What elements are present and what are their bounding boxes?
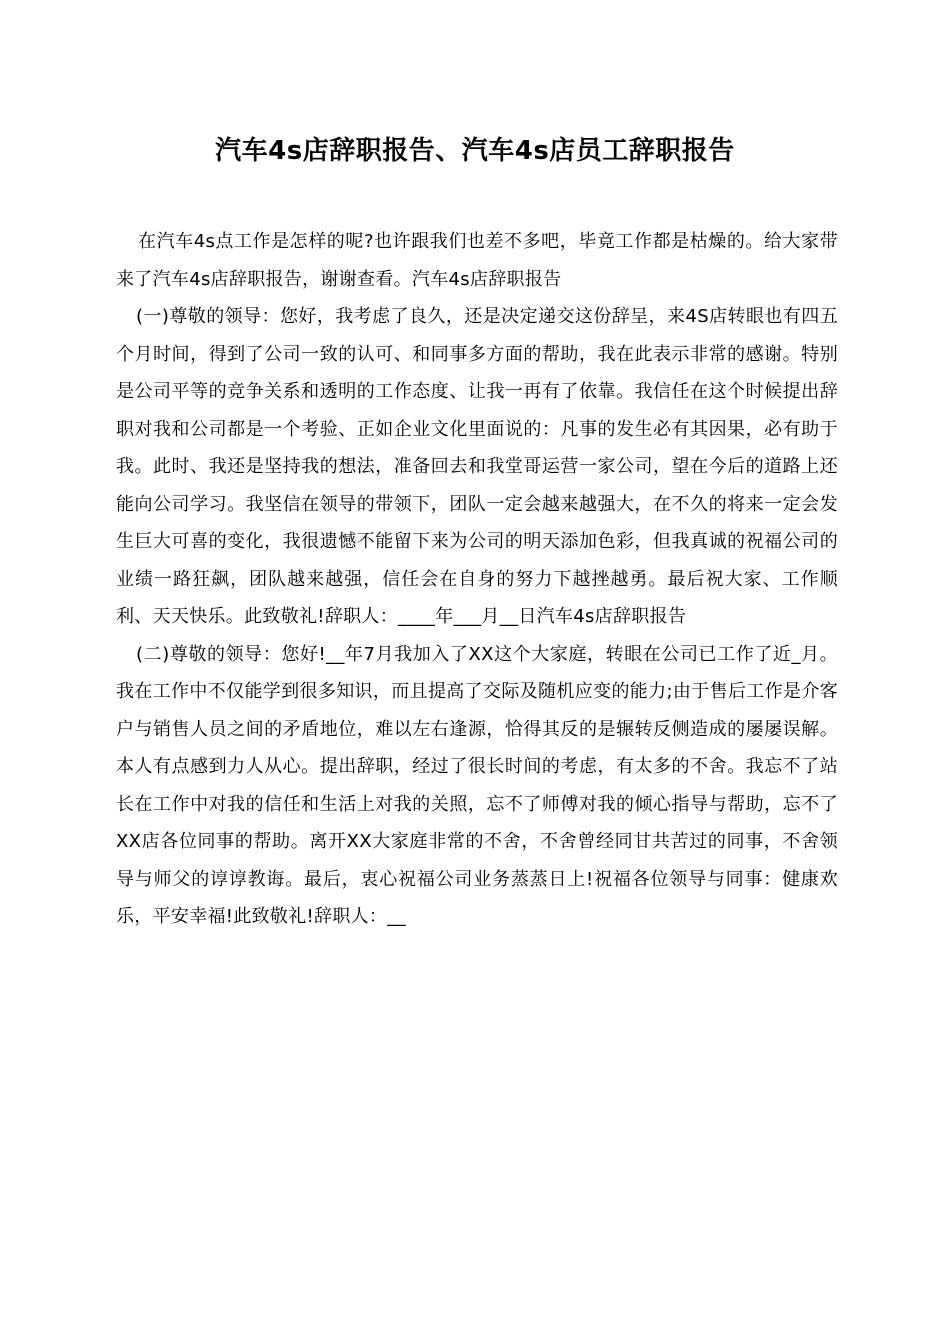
resignation-letter-one: (一)尊敬的领导：您好，我考虑了良久，还是决定递交这份辞呈，来4S店转眼也有四五个月时间，得到了公司一致的认可、和同事多方面的帮助，我在此表示非常的感谢。特别是公司平等的竞争关系和透明的工作态度、让我一再有了依靠。我信任在这个时候提出辞职对我和公司都是一个考验、正如企业文化里面说的：凡事的发生必有其因果，必有助于我。此时、我还是坚持我的想法，准备回去和我堂哥运营一家公司，望在今后的道路上还能向公司学习。我坚信在领导的带领下，团队一定会越来越强大，在不久的将来一定会发生巨大可喜的变化，我很遗憾不能留下来为公司的明天添加色彩，但我真诚的祝福公司的业绩一路狂飙，团队越来越强，信任会在自身的努力下越挫越勇。最后祝大家、工作顺利、天天快乐。此致敬礼!辞职人：____年___月__日汽车4s店辞职报告 — [116, 306, 838, 627]
document-title: 汽车4s店辞职报告、汽车4s店员工辞职报告 — [215, 136, 735, 166]
resignation-letter-two: (二)尊敬的领导：您好!__年7月我加入了XX这个大家庭，转眼在公司已工作了近_月。我在工作中不仅能学到很多知识，而且提高了交际及随机应变的能力;由于售后工作是介客户与销售人员之间的矛盾地位，难以左右逢源，恰得其反的是辗转反侧造成的屡屡误解。本人有点感到力人从心。提出辞职，经过了很长时间的考虑，有太多的不舍。我忘不了站长在工作中对我的信任和生活上对我的关照，忘不了师傅对我的倾心指导与帮助，忘不了XX店各位同事的帮助。离开XX大家庭非常的不舍，不舍曾经同甘共苦过的同事，不舍领导与师父的谆谆教诲。最后，衷心祝福公司业务蒸蒸日上!祝福各位领导与同事：健康欢乐，平安幸福!此致敬礼!辞职人：__ — [116, 643, 838, 927]
intro-paragraph: 在汽车4s点工作是怎样的呢?也许跟我们也差不多吧，毕竟工作都是枯燥的。给大家带来了汽车4s店辞职报告，谢谢查看。汽车4s店辞职报告 — [116, 231, 838, 290]
document-body — [116, 223, 838, 936]
